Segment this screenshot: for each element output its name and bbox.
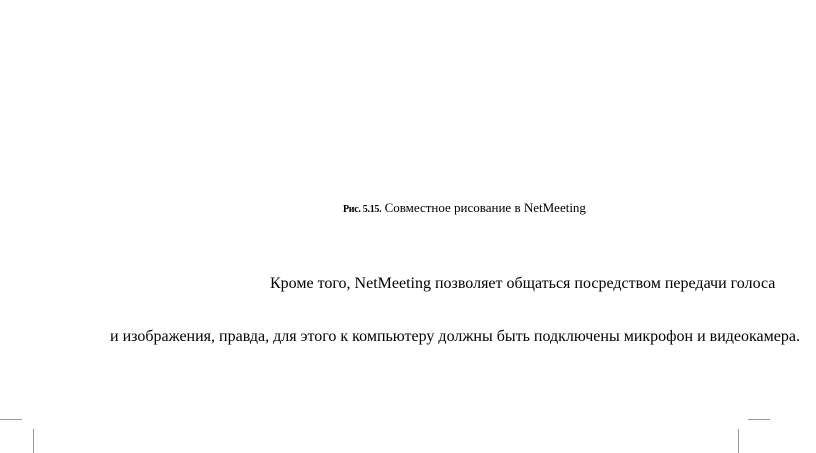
paragraph-line-1: Кроме того, NetMeeting позволяет общаться посредством передачи голоса bbox=[270, 275, 776, 292]
crop-mark-vertical-left bbox=[33, 429, 34, 453]
crop-mark-vertical-right bbox=[738, 429, 739, 453]
figure-label: Рис. 5.15. bbox=[343, 204, 382, 215]
figure-caption bbox=[343, 200, 586, 218]
paragraph-line-2: и изображения, правда, для этого к компьютеру должны быть подключены микрофон и видеокамера. bbox=[110, 328, 800, 345]
figure-title: Совместное рисование в NetMeeting bbox=[384, 200, 586, 215]
crop-mark-horizontal-right bbox=[748, 419, 770, 420]
crop-mark-horizontal-left bbox=[0, 419, 22, 420]
